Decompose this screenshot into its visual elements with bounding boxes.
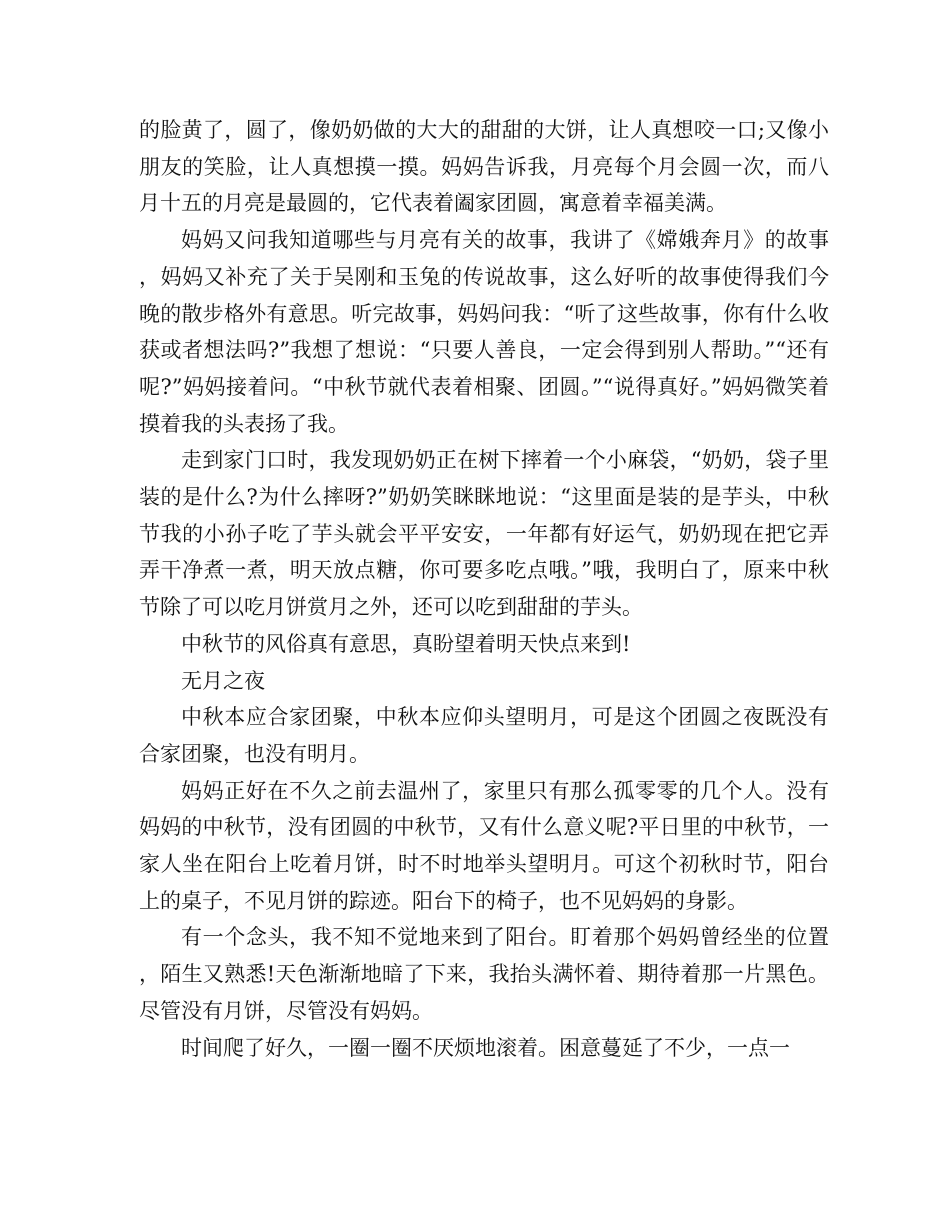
paragraph-8: 时间爬了好久，一圈一圈不厌烦地滚着。困意蔓延了不少，一点一 xyxy=(181,1035,790,1060)
paragraph-2: 妈妈又问我知道哪些与月亮有关的故事，我讲了《嫦娥奔月》的故事，妈妈又补充了关于吴刚和玉兔的传说故事，这么好听的故事使得我们今晚的散步格外有意思。听完故事，妈妈问我：“听了这些故事，你有什么收获或者想法吗?”我想了想说：“只要人善良，一定会得到别人帮助。”“还有呢?”妈妈接着问。“中秋节就代表着相聚、团圆。”“说得真好。”妈妈微笑着摸着我的头表扬了我。 xyxy=(139,228,829,436)
paragraph-3: 走到家门口时，我发现奶奶正在树下摔着一个小麻袋，“奶奶，袋子里装的是什么?为什么摔呀?”奶奶笑眯眯地说：“这里面是装的是芋头，中秋节我的小孙子吃了芋头就会平平安安，一年都有好运气，奶奶现在把它弄弄干净煮一煮，明天放点糖，你可要多吃点哦。”哦，我明白了，原来中秋节除了可以吃月饼赏月之外，还可以吃到甜甜的芋头。 xyxy=(139,448,829,620)
document-body xyxy=(139,112,829,1066)
paragraph-5: 中秋本应合家团聚，中秋本应仰头望明月，可是这个团圆之夜既没有合家团聚，也没有明月。 xyxy=(139,705,829,766)
paragraph-1: 的脸黄了，圆了，像奶奶做的大大的甜甜的大饼，让人真想咬一口;又像小朋友的笑脸，让人真想摸一摸。妈妈告诉我，月亮每个月会圆一次，而八月十五的月亮是最圆的，它代表着阖家团圆，寓意着幸福美满。 xyxy=(139,118,829,216)
paragraph-6: 妈妈正好在不久之前去温州了，家里只有那么孤零零的几个人。没有妈妈的中秋节，没有团圆的中秋节，又有什么意义呢?平日里的中秋节，一家人坐在阳台上吃着月饼，时不时地举头望明月。可这个初秋时节，阳台上的桌子，不见月饼的踪迹。阳台下的椅子，也不见妈妈的身影。 xyxy=(139,778,829,913)
paragraph-7: 有一个念头，我不知不觉地来到了阳台。盯着那个妈妈曾经坐的位置，陌生又熟悉!天色渐渐地暗了下来，我抬头满怀着、期待着那一片黑色。尽管没有月饼，尽管没有妈妈。 xyxy=(139,925,829,1023)
section-title: 无月之夜 xyxy=(181,668,265,693)
paragraph-4: 中秋节的风俗真有意思，真盼望着明天快点来到! xyxy=(181,631,631,656)
